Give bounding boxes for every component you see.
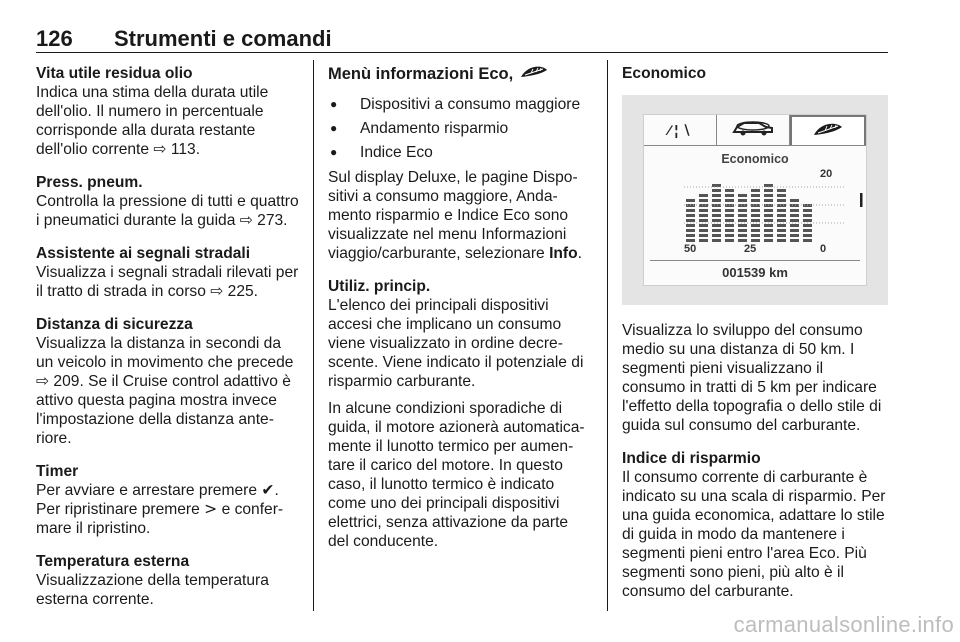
page-header	[36, 26, 888, 53]
eco-menu-list	[328, 95, 592, 162]
deluxe-display-note: Sul display Deluxe, le pagine Dispo-sitivi a consumo maggiore, Anda-mento risparmio e Indice Eco sono visualizzate nel menu Informazioni viaggio/carburante, selezionare Info.	[328, 169, 582, 262]
bar-segment	[738, 224, 747, 227]
bar-segment	[686, 219, 695, 222]
scale-label-top: 20	[820, 168, 833, 180]
section-traffic-sign-assistant	[36, 244, 300, 301]
section-text: L'elenco dei principali dispositivi accesi che implicano un consumo viene visualizzato in ordine decre-scente. Viene indicato il potenziale di risparmio carburante.	[328, 297, 584, 390]
bar-segment	[764, 239, 773, 242]
chevron-right-icon: >	[204, 500, 218, 518]
bar-segment	[790, 229, 799, 232]
eco-leaf-icon	[811, 120, 845, 143]
section-oil-life	[36, 64, 300, 159]
bar-segment	[712, 229, 721, 232]
bar-segment	[699, 209, 708, 212]
bar-segment	[699, 239, 708, 242]
economy-description	[622, 321, 888, 435]
bar-segment	[751, 204, 760, 207]
page-ref-icon: ⇨	[36, 372, 50, 390]
bar-segment	[764, 199, 773, 202]
bar-segment	[764, 209, 773, 212]
bar-segment	[738, 219, 747, 222]
bar-segment	[699, 229, 708, 232]
bar-segment	[751, 189, 760, 192]
bar-segment	[751, 209, 760, 212]
bar-segment	[738, 194, 747, 197]
bar-segment	[777, 229, 786, 232]
bar-segment	[777, 204, 786, 207]
bar-segment	[712, 184, 721, 187]
section-outside-temperature	[36, 552, 300, 609]
section-title: Timer	[36, 463, 79, 480]
bar-segment	[712, 194, 721, 197]
bar-segment	[712, 214, 721, 217]
section-text: Per avviare e arrestare premere ✔. Per ripristinare premere > e confer-mare il ripristino.	[36, 481, 284, 537]
display-screen	[643, 114, 867, 286]
bar-segment	[738, 229, 747, 232]
level-marker	[860, 193, 863, 207]
page-ref-icon: ⇨	[153, 140, 167, 158]
bar-segment	[777, 224, 786, 227]
bar-segment	[712, 239, 721, 242]
bar-segment	[686, 209, 695, 212]
bar-segment	[725, 199, 734, 202]
bar-segment	[751, 234, 760, 237]
list-item: ● Andamento risparmio	[328, 119, 592, 138]
bar-segment	[751, 224, 760, 227]
section-title: Vita utile residua olio	[36, 65, 193, 82]
column-divider	[607, 60, 608, 611]
section-text: Visualizza lo sviluppo del consumo medio su una distanza di 50 km. I segmenti pieni visualizzano il consumo in tratti di 5 km per indicare l'effetto della topografia o dello stile di guida sul consumo del carburante.	[622, 322, 882, 434]
bar-segment	[777, 239, 786, 242]
bar-segment	[803, 209, 812, 212]
bar-segment	[725, 224, 734, 227]
section-title: Indice di risparmio	[622, 450, 761, 467]
bar-segment	[738, 234, 747, 237]
bar-segment	[777, 189, 786, 192]
bar-segment	[751, 239, 760, 242]
bar-segment	[725, 189, 734, 192]
bar-segment	[803, 234, 812, 237]
bar-segment	[790, 219, 799, 222]
bar-segment	[725, 234, 734, 237]
bar-segment	[699, 194, 708, 197]
bar-segment	[738, 209, 747, 212]
bar-segment	[777, 219, 786, 222]
bar-segment	[764, 224, 773, 227]
bar-segment	[738, 204, 747, 207]
bar-segment	[686, 214, 695, 217]
bar-segment	[803, 219, 812, 222]
bar-segment	[803, 214, 812, 217]
section-title: Economico	[622, 65, 707, 82]
watermark: carmanualsonline.info	[733, 612, 954, 637]
page-ref-icon: ⇨	[210, 282, 224, 300]
checkmark-icon: ✔	[261, 481, 275, 499]
screen-title: Economico	[721, 152, 789, 166]
bar-segment	[738, 239, 747, 242]
section-title: Press. pneum.	[36, 174, 143, 191]
section-main-consumers	[328, 277, 592, 551]
bar-segment	[738, 199, 747, 202]
bar-segment	[699, 234, 708, 237]
bar-segment	[803, 239, 812, 242]
bar-segment	[751, 199, 760, 202]
bar-segment	[712, 199, 721, 202]
bar-segment	[712, 209, 721, 212]
page-ref-icon: ⇨	[239, 211, 253, 229]
bar-segment	[738, 214, 747, 217]
bar-segment	[790, 239, 799, 242]
bar-segment	[725, 239, 734, 242]
bar-segment	[790, 199, 799, 202]
bar-segment	[777, 234, 786, 237]
eco-display-illustration	[622, 95, 888, 305]
bar-segment	[725, 229, 734, 232]
section-text: Indica una stima della durata utile dell'olio. Il numero in percentuale corrisponde alla durata restante dell'olio corrente ⇨ 113.	[36, 84, 269, 158]
bar-segment	[764, 219, 773, 222]
section-text: Visualizza la distanza in secondi da un veicolo in movimento che precede ⇨ 209. Se il Cruise control adattivo è attivo questa pagina mostra invece l'impostazione della distanza ante-riore.	[36, 335, 294, 447]
section-tyre-pressure	[36, 173, 300, 230]
section-text: Il consumo corrente di carburante è indicato su una scala di risparmio. Per una guida economica, adattare lo stile di guida in modo da mantenere i segmenti pieni entro l'area Eco. Più segmenti sono pieni, più alto è il consumo del carburante.	[622, 469, 886, 600]
list-item: ● Dispositivi a consumo maggiore	[328, 95, 592, 114]
bar-segment	[764, 214, 773, 217]
section-economy	[622, 64, 888, 83]
section-title: Temperatura esterna	[36, 553, 190, 570]
bar-segment	[725, 214, 734, 217]
section-timer	[36, 462, 300, 538]
page-number: 126	[36, 26, 73, 51]
bar-segment	[764, 229, 773, 232]
bar-segment	[764, 189, 773, 192]
x-label: 25	[744, 243, 757, 255]
bar-segment	[712, 189, 721, 192]
bar-segment	[790, 234, 799, 237]
bar-segment	[712, 234, 721, 237]
section-title: Utiliz. princip.	[328, 278, 431, 295]
consumption-bars	[644, 167, 866, 259]
bar-segment	[712, 224, 721, 227]
chapter-title: Strumenti e comandi	[114, 26, 332, 51]
column-right	[622, 64, 888, 615]
bar-segment	[686, 199, 695, 202]
bar-segment	[686, 229, 695, 232]
bar-segment	[699, 219, 708, 222]
section-saving-index	[622, 449, 888, 601]
tab-car	[717, 115, 790, 145]
bar-segment	[712, 204, 721, 207]
bar-segment	[686, 234, 695, 237]
x-label: 0	[820, 243, 827, 255]
odometer-divider	[650, 260, 860, 261]
info-keyword: Info	[549, 245, 578, 262]
eco-leaf-icon	[519, 64, 549, 85]
bar-segment	[790, 204, 799, 207]
bar-segment	[699, 224, 708, 227]
bar-segment	[777, 214, 786, 217]
list-item: ● Indice Eco	[328, 143, 592, 162]
bar-segment	[751, 229, 760, 232]
bar-segment	[712, 219, 721, 222]
bar-segment	[803, 224, 812, 227]
page-ref[interactable]: 209.	[53, 373, 84, 390]
bar-segment	[686, 239, 695, 242]
bar-segment	[803, 229, 812, 232]
column-left	[36, 64, 300, 623]
section-text: In alcune condizioni sporadiche di guida, il motore azionerà automatica-mente il lunotto termico per aumen-tare il carico del motore. In questo caso, il lunotto termico è indicato come uno dei principali dispositivi elettrici, senza attivazione da parte del conducente.	[328, 400, 585, 550]
section-text: Visualizzazione della temperatura esterna corrente.	[36, 572, 269, 608]
bar-segment	[699, 214, 708, 217]
bar-segment	[790, 214, 799, 217]
bar-segment	[751, 194, 760, 197]
x-label: 50	[684, 243, 697, 255]
bar-segment	[790, 209, 799, 212]
section-title: Distanza di sicurezza	[36, 316, 193, 333]
odometer-readout: 001539 km	[722, 265, 788, 280]
bar-segment	[725, 209, 734, 212]
bar-segment	[764, 234, 773, 237]
tab-eco	[790, 115, 866, 145]
bar-segment	[686, 224, 695, 227]
bar-segment	[725, 194, 734, 197]
section-text: Controlla la pressione di tutti e quattro i pneumatici durante la guida ⇨ 273.	[36, 193, 299, 229]
section-following-distance	[36, 315, 300, 448]
bar-segment	[751, 219, 760, 222]
bar-segment	[790, 224, 799, 227]
bar-segment	[764, 194, 773, 197]
bar-group	[684, 184, 844, 242]
car-icon	[731, 119, 775, 142]
bar-segment	[751, 214, 760, 217]
column-middle	[328, 64, 592, 565]
bar-segment	[777, 209, 786, 212]
bar-segment	[777, 199, 786, 202]
column-divider	[313, 60, 314, 611]
eco-menu-title: Menù informazioni Eco,	[328, 64, 592, 85]
bar-segment	[699, 199, 708, 202]
bar-segment	[699, 204, 708, 207]
section-title: Assistente ai segnali stradali	[36, 245, 251, 262]
page-ref[interactable]: 113.	[170, 141, 201, 158]
section-text: Visualizza i segnali stradali rilevati per il tratto di strada in corso ⇨ 225.	[36, 264, 299, 300]
tab-consumers: ⁄ ¦ ∖	[644, 115, 717, 145]
page-ref[interactable]: 273.	[257, 212, 288, 229]
bar-segment	[777, 194, 786, 197]
display-tabs	[644, 115, 866, 146]
bar-segment	[725, 219, 734, 222]
page-ref[interactable]: 225.	[227, 283, 258, 300]
